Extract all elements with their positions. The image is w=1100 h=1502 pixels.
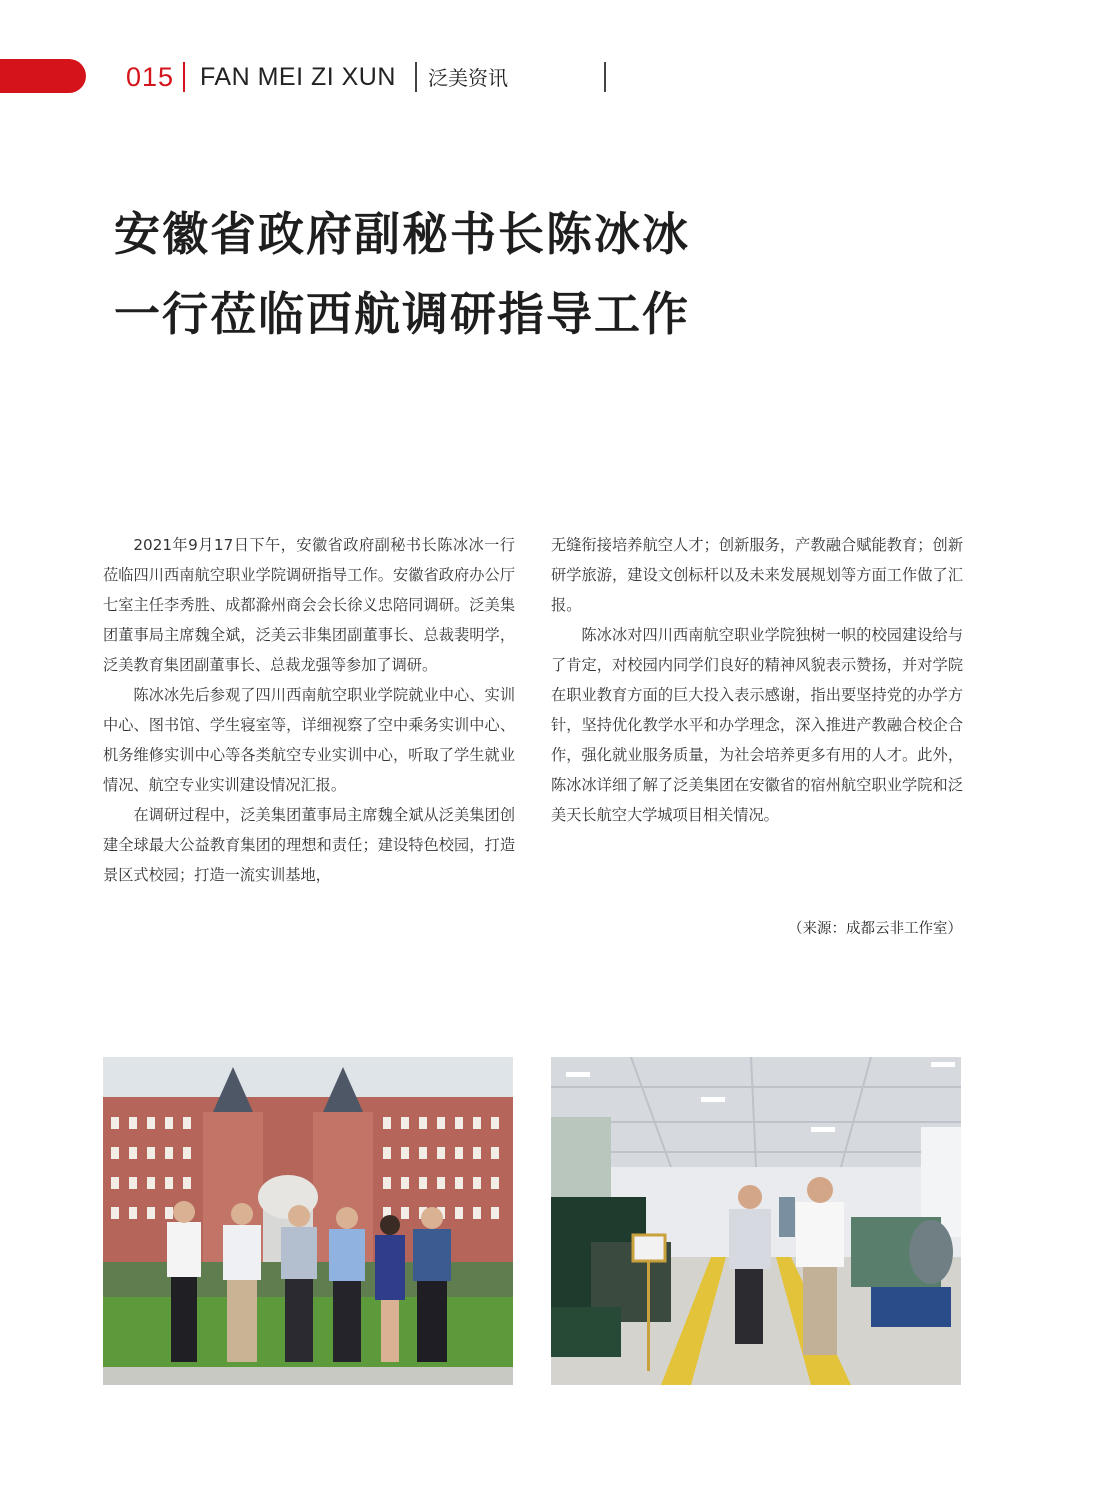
group-photo <box>103 1057 513 1385</box>
article-column-left <box>103 530 515 890</box>
paragraph: 陈冰冰对四川西南航空职业学院独树一帜的校园建设给与了肯定，对校园内同学们良好的精神风貌表示赞扬，并对学院在职业教育方面的巨大投入表示感谢，指出要坚持党的办学方针，坚持优化教学水平和办学理念，深入推进产教融合校企合作，强化就业服务质量，为社会培养更多有用的人才。此外，陈冰冰详细了解了泛美集团在安徽省的宿州航空职业学院和泛美天长航空大学城项目相关情况。 <box>551 626 963 824</box>
paragraph: 陈冰冰先后参观了四川西南航空职业学院就业中心、实训中心、图书馆、学生寝室等，详细视察了空中乘务实训中心、机务维修实训中心等各类航空专业实训中心，听取了学生就业情况、航空专业实训建设情况汇报。 <box>103 686 515 794</box>
paragraph-continuation: 无缝衔接培养航空人才；创新服务，产教融合赋能教育；创新研学旅游，建设文创标杆以及未来发展规划等方面工作做了汇报。 <box>551 536 963 614</box>
paragraph: 2021年9月17日下午，安徽省政府副秘书长陈冰冰一行莅临四川西南航空职业学院调研指导工作。安徽省政府办公厅七室主任李秀胜、成都滁州商会会长徐义忠陪同调研。泛美集团董事局主席魏全斌，泛美云非集团副董事长、总裁裴明学，泛美教育集团副董事长、总裁龙强等参加了调研。 <box>103 536 515 674</box>
paragraph: 在调研过程中，泛美集团董事局主席魏全斌从泛美集团创建全球最大公益教育集团的理想和责任；建设特色校园，打造景区式校园；打造一流实训基地， <box>103 806 515 884</box>
training-center-photo-illustration <box>551 1057 961 1385</box>
header-divider <box>415 62 417 92</box>
article-title-line-1: 安徽省政府副秘书长陈冰冰 <box>114 207 690 261</box>
article-title-line-2: 一行莅临西航调研指导工作 <box>114 287 690 341</box>
magazine-name: FAN MEI ZI XUN <box>200 63 396 91</box>
training-center-photo <box>551 1057 961 1385</box>
header-divider-red <box>183 62 185 92</box>
article-column-right <box>551 530 963 830</box>
magazine-name-cn: 泛美资讯 <box>428 66 508 90</box>
header-divider-end <box>604 62 606 92</box>
page-number: 015 <box>126 62 175 92</box>
article-source: （来源：成都云非工作室） <box>788 921 962 937</box>
group-photo-illustration <box>103 1057 513 1385</box>
header-red-tab <box>0 59 86 93</box>
